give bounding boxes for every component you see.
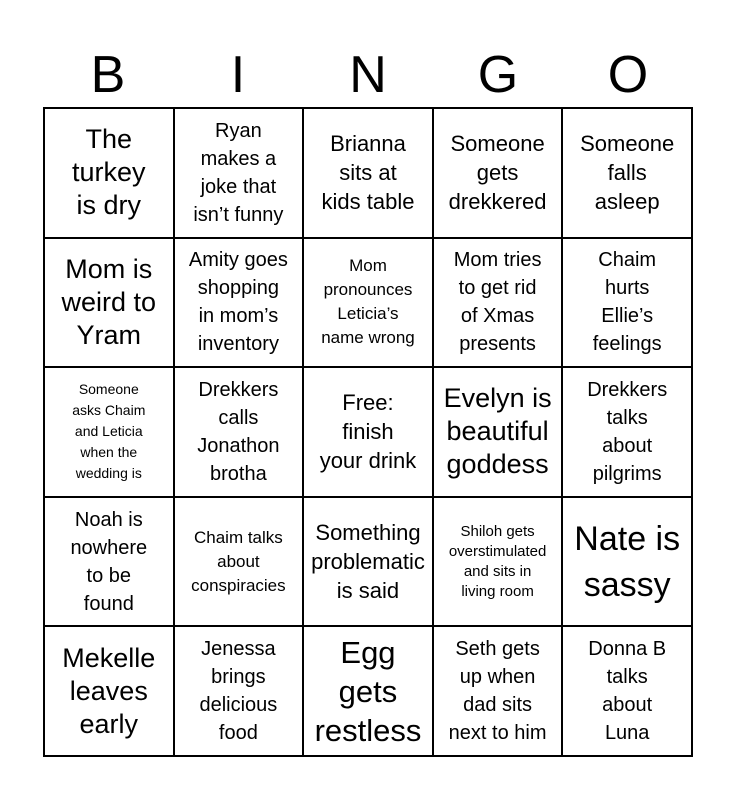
cell-text: Mom tries to get rid of Xmas presents [453,249,542,356]
cell-text: Someone asks Chaim and Leticia when the wedding is [72,381,146,482]
bingo-cell[interactable] [303,626,433,756]
cell-text: Ryan makes a joke that isn’t funny [193,119,284,226]
header-letter-i: I [230,46,246,104]
bingo-cell[interactable] [174,626,304,756]
bingo-cell[interactable] [174,497,304,627]
cell-text: Noah is nowhere to be found [70,508,148,615]
bingo-cell[interactable] [562,108,692,238]
bingo-cell[interactable] [44,367,174,497]
free-space-cell[interactable] [303,367,433,497]
bingo-cell[interactable] [44,626,174,756]
bingo-cell[interactable] [562,626,692,756]
header-letter-g: G [477,46,519,104]
cell-text: Chaim hurts Ellie’s feelings [592,249,662,356]
bingo-cell[interactable] [303,497,433,627]
header-letter-n: N [349,46,387,104]
bingo-cell[interactable] [562,497,692,627]
bingo-card [43,107,693,757]
cell-text: Drekkers talks about pilgrims [587,378,668,485]
bingo-cell[interactable] [433,367,563,497]
cell-text: Shiloh gets overstimulated and sits in living room [448,522,547,600]
bingo-cell[interactable] [174,367,304,497]
cell-text: Someone gets drekkered [448,131,547,215]
cell-text: Brianna sits at kids table [321,131,415,215]
cell-text: Evelyn is beautiful goddess [443,383,552,480]
bingo-cell[interactable] [174,238,304,368]
cell-text: Drekkers calls Jonathon brotha [197,378,280,485]
cell-text: Nate is sassy [574,519,681,604]
bingo-cell[interactable] [433,108,563,238]
cell-text: Jenessa brings delicious food [199,638,278,745]
cell-text: The turkey is dry [72,124,146,221]
header-letter-o: O [607,46,649,104]
header-letter-b: B [90,46,126,104]
bingo-cell[interactable] [562,238,692,368]
bingo-cell[interactable] [433,497,563,627]
bingo-cell[interactable] [303,238,433,368]
bingo-cell[interactable] [44,108,174,238]
cell-text: Someone falls asleep [580,131,675,215]
bingo-cell[interactable] [174,108,304,238]
cell-text: Chaim talks about conspiracies [191,527,286,595]
cell-text: Seth gets up when dad sits next to him [448,638,547,745]
bingo-cell[interactable] [303,108,433,238]
bingo-header [43,44,693,106]
cell-text: Amity goes shopping in mom’s inventory [188,249,288,356]
cell-text: Mekelle leaves early [62,642,156,739]
cell-text: Egg gets restless [314,634,422,748]
cell-text: Free: finish your drink [319,390,417,474]
cell-text: Mom pronounces Leticia’s name wrong [321,256,415,348]
bingo-cell[interactable] [44,238,174,368]
bingo-cell[interactable] [44,497,174,627]
bingo-cell[interactable] [433,626,563,756]
cell-text: Mom is weird to Yram [61,253,157,350]
bingo-cell[interactable] [562,367,692,497]
cell-text: Donna B talks about Luna [588,638,667,745]
bingo-cell[interactable] [433,238,563,368]
cell-text: Something problematic is said [311,520,425,604]
